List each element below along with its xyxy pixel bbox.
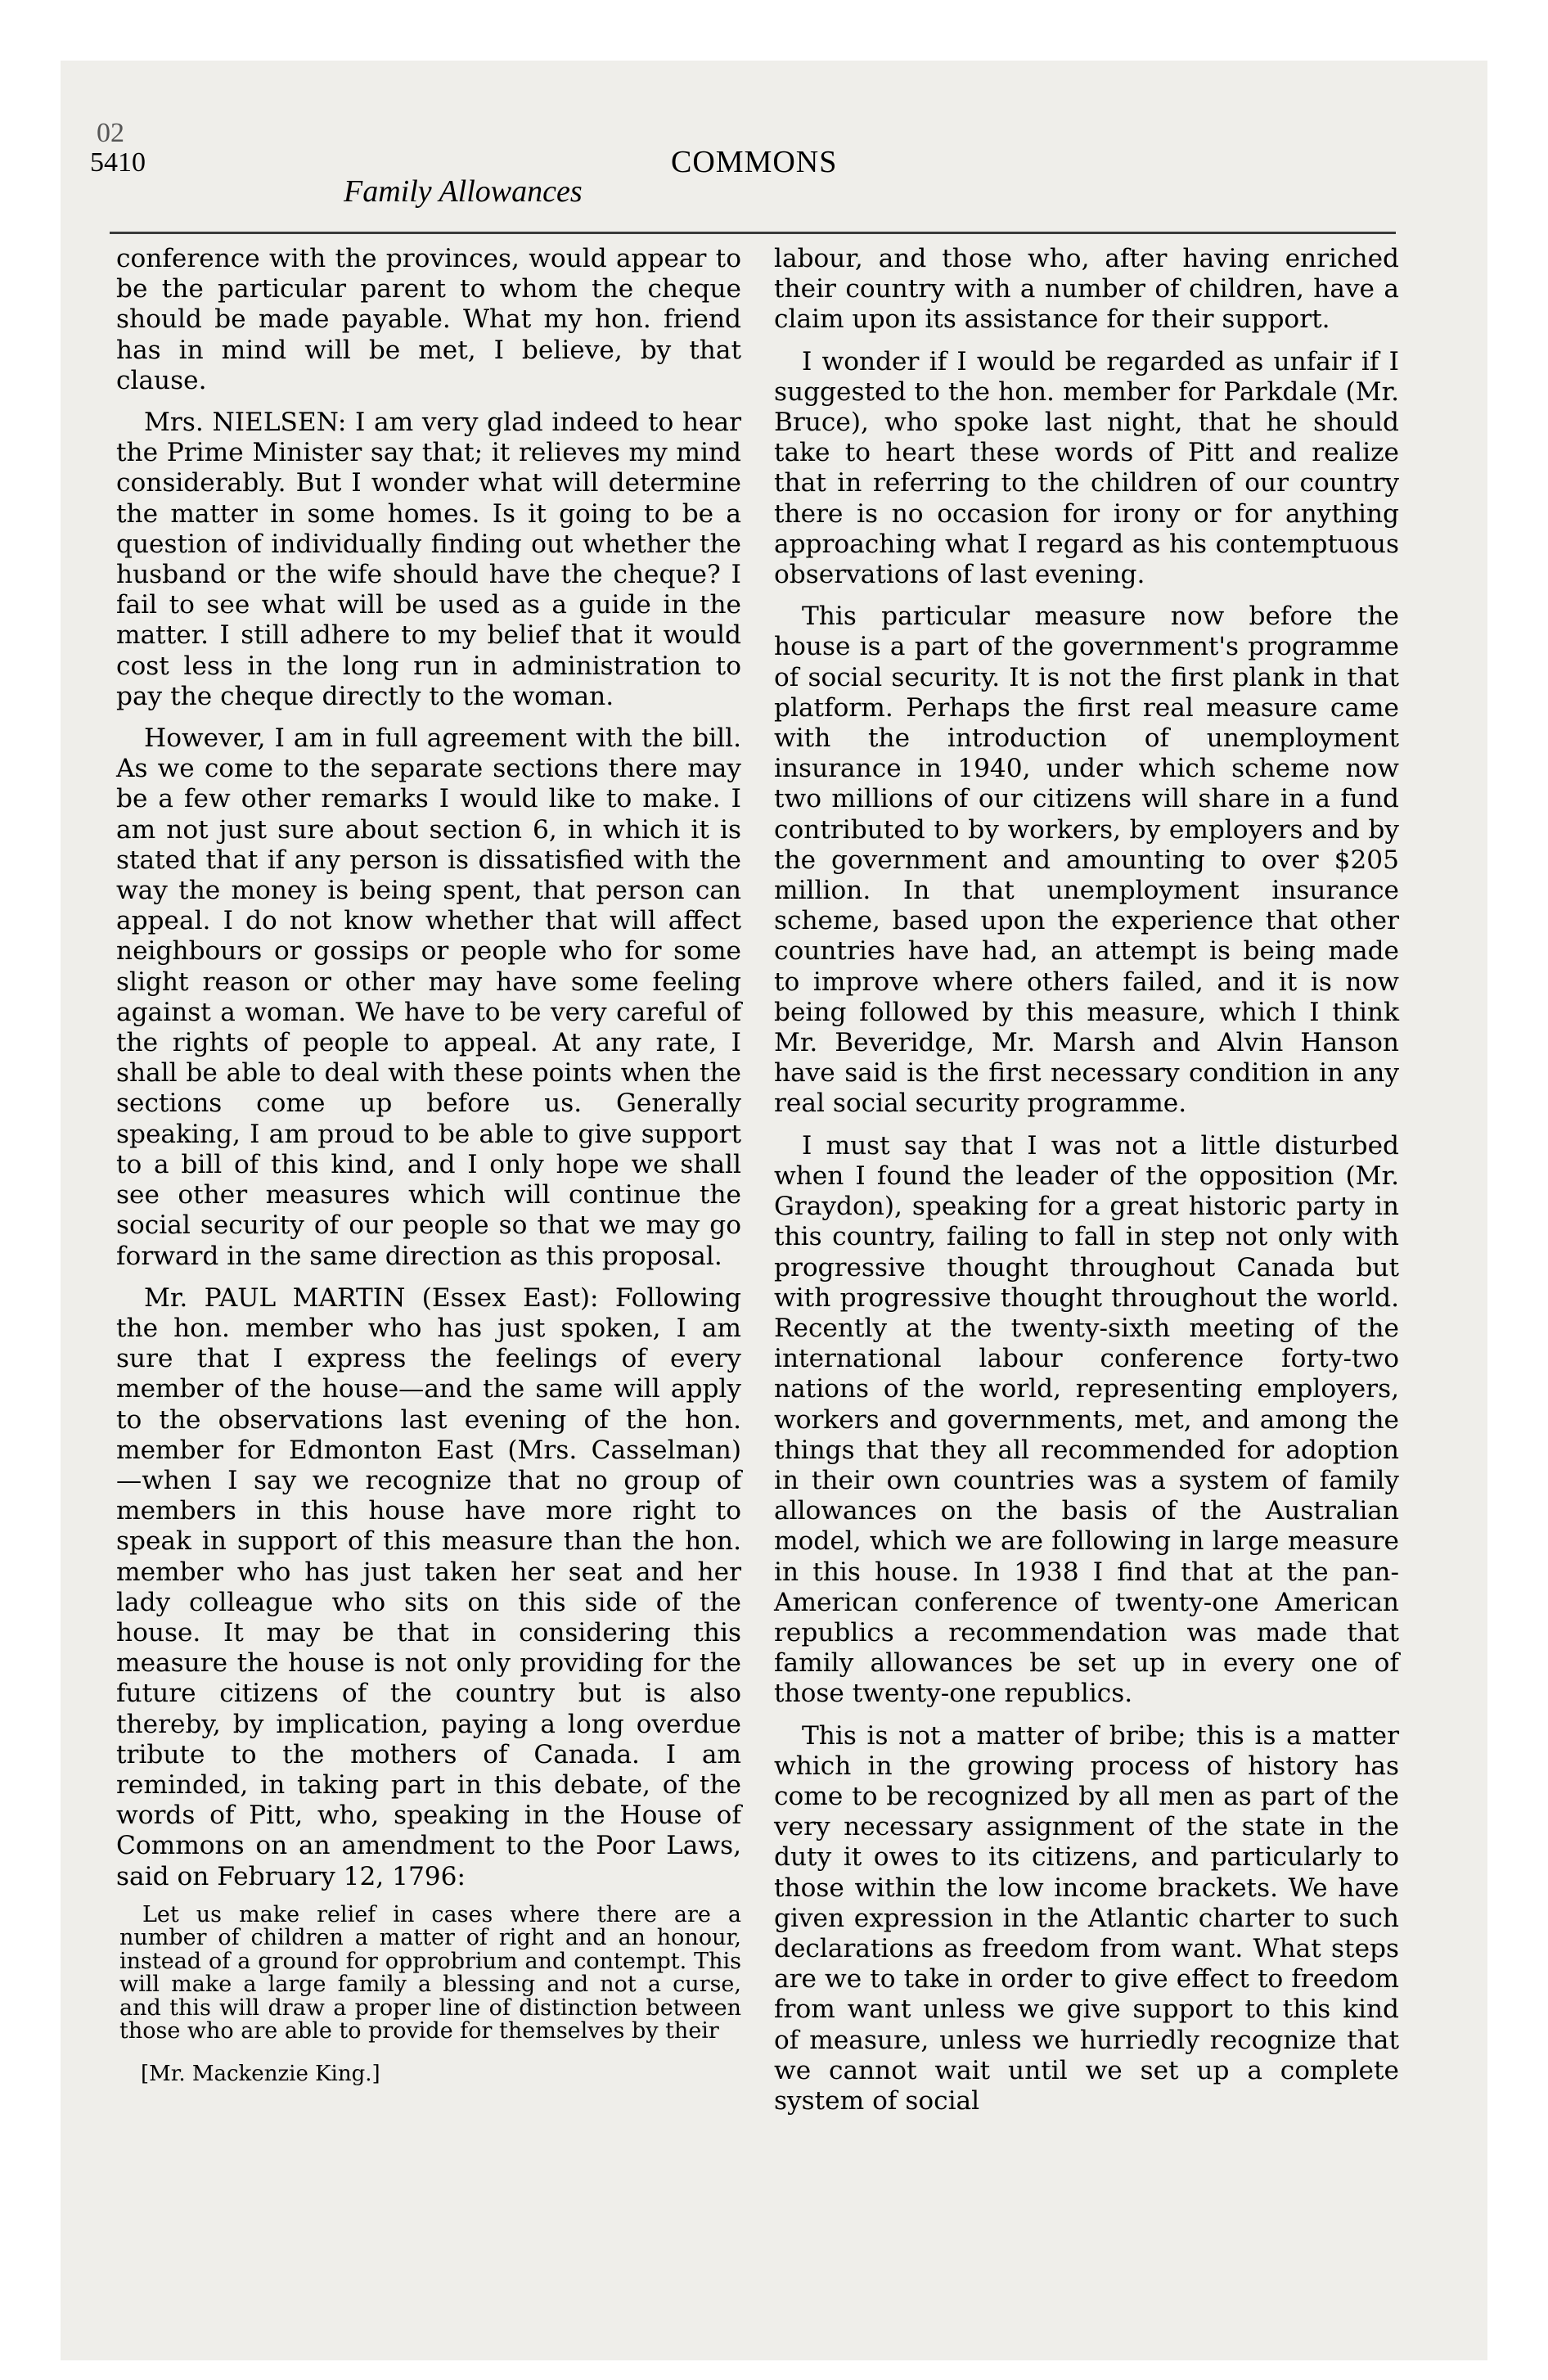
page-number: 5410: [90, 147, 146, 178]
paragraph: conference with the provinces, would appear to be the particular parent to whom the cheque should be made payable. What my hon. friend has in mind will be met, I believe, by that clause.: [116, 244, 741, 395]
paragraph: I must say that I was not a little disturbed when I found the leader of the opposition (Mr. Graydon), speaking for a great historic party in this country, failing to fall in step not only with progressive thought throughout Canada but with progressive thought throughout the world. Recently at the twenty-sixth meeting of the international labour conference forty-two nations of the world, representing employers, workers and governments, met, and among the things that they all recommended for adoption in their own countries was a system of family allowances on the basis of the Australian model, which we are following in large measure in this house. In 1938 I find that at the pan-American conference of twenty-one American republics a recommendation was made that family allowances be set up in every one of those twenty-one republics.: [774, 1130, 1399, 1709]
paragraph: This particular measure now before the house is a part of the government's programme of social security. It is not the first plank in that platform. Perhaps the first real measure came with the introduction of unemployment insurance in 1940, under which scheme now two millions of our citizens will share in a fund contributed to by workers, by employers and by the government and amounting to over $205 million. In that unemployment insurance scheme, based upon the experience that other countries have had, an attempt is being made to improve where others failed, and it is now being followed by this measure, which I think Mr. Beveridge, Mr. Marsh and Alvin Hanson have said is the first necessary condition in any real social security programme.: [774, 602, 1399, 1119]
paragraph: Mr. PAUL MARTIN (Essex East): Following the hon. member who has just spoken, I am sure that I express the feelings of every member of the house—and the same will apply to the observations last evening of the hon. member for Edmonton East (Mrs. Casselman) —when I say we recognize that no group of members in this house have more right to speak in support of this measure than the hon. member who has just taken her seat and her lady colleague who sits on this side of the house. It may be that in considering this measure the house is not only providing for the future citizens of the country but is also thereby, by implication, paying a long overdue tribute to the mothers of Canada. I am reminded, in taking part in this debate, of the words of Pitt, who, speaking in the House of Commons on an amendment to the Poor Laws, said on February 12, 1796:: [116, 1282, 741, 1891]
header-rule: [110, 232, 1396, 234]
block-quote: Let us make relief in cases where there are a number of children a matter of right and an honour, instead of a ground for opprobrium and contempt. This will make a large family a blessing and not a curse, and this will draw a proper line of distinction between those who are able to provide for themselves by their: [119, 1901, 741, 2044]
paragraph: However, I am in full agreement with the bill. As we come to the separate sections there may be a few other remarks I would like to make. I am not just sure about section 6, in which it is stated that if any person is dissatisfied with the way the money is being spent, that person can appeal. I do not know whether that will affect neighbours or gossips or people who for some slight reason or other may have some feeling against a woman. We have to be very careful of the rights of people to appeal. At any rate, I shall be able to deal with these points when the sections come up before us. Generally speaking, I am proud to be able to give support to a bill of this kind, and I only hope we shall see other measures which will continue the social security of our people so that we may go forward in the same direction as this proposal.: [116, 723, 741, 1271]
handwritten-page-number: 02: [97, 118, 124, 148]
paragraph: Mrs. NIELSEN: I am very glad indeed to hear the Prime Minister say that; it relieves my mind considerably. But I wonder what will determine the matter in some homes. Is it going to be a question of individually finding out whether the husband or the wife should have the cheque? I fail to see what will be used as a guide in the matter. I still adhere to my belief that it would cost less in the long run in administration to pay the cheque directly to the woman.: [116, 408, 741, 711]
paragraph: I wonder if I would be regarded as unfair if I suggested to the hon. member for Parkdale (Mr. Bruce), who spoke last night, that he should take to heart these words of Pitt and realize that in referring to the children of our country there is no occasion for irony or for anything approaching what I regard as his contemptuous observations of last evening.: [774, 346, 1399, 590]
running-head: COMMONS: [671, 145, 838, 179]
right-column: [774, 244, 1399, 2116]
paragraph: This is not a matter of bribe; this is a matter which in the growing process of history has come to be recognized by all men as part of the very necessary assignment of the state in the duty it owes to its citizens, and particularly to those within the low income brackets. We have given expression in the Atlantic charter to such declarations as freedom from want. What steps are we to take in order to give effect to freedom from want unless we give support to this kind of measure, unless we hurriedly recognize that we cannot wait until we set up a complete system of social: [774, 1720, 1399, 2116]
running-title: Family Allowances: [344, 174, 583, 209]
speaker-attribution: [Mr. Mackenzie King.]: [141, 2061, 380, 2086]
left-column: [116, 244, 741, 2086]
paragraph: labour, and those who, after having enriched their country with a number of children, have a claim upon its assistance for their support.: [774, 244, 1399, 335]
